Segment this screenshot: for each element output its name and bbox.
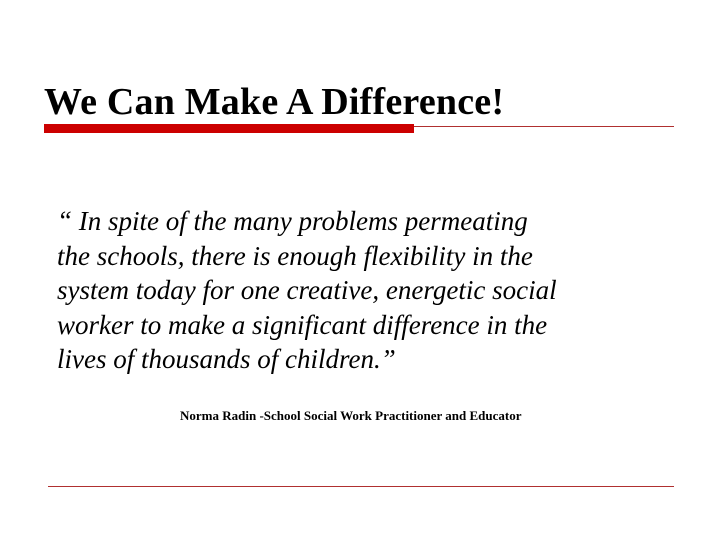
quote-line: lives of thousands of children.”: [57, 344, 396, 374]
quote-line: worker to make a significant difference in the: [57, 309, 548, 340]
slide-title: We Can Make A Difference!: [44, 81, 505, 123]
footer-divider: [48, 486, 674, 487]
quote-line: “ In spite of the many problems permeating: [57, 206, 528, 236]
quote-line: system today for one creative, energetic social: [57, 275, 557, 305]
quote-attribution: Norma Radin -School Social Work Practitioner and Educator: [180, 408, 522, 423]
title-underline-accent: [44, 124, 414, 133]
quote-block: [57, 204, 667, 377]
quote-line: the schools, there is enough flexibility in the: [57, 240, 533, 271]
title-underline-rule: [414, 126, 674, 127]
